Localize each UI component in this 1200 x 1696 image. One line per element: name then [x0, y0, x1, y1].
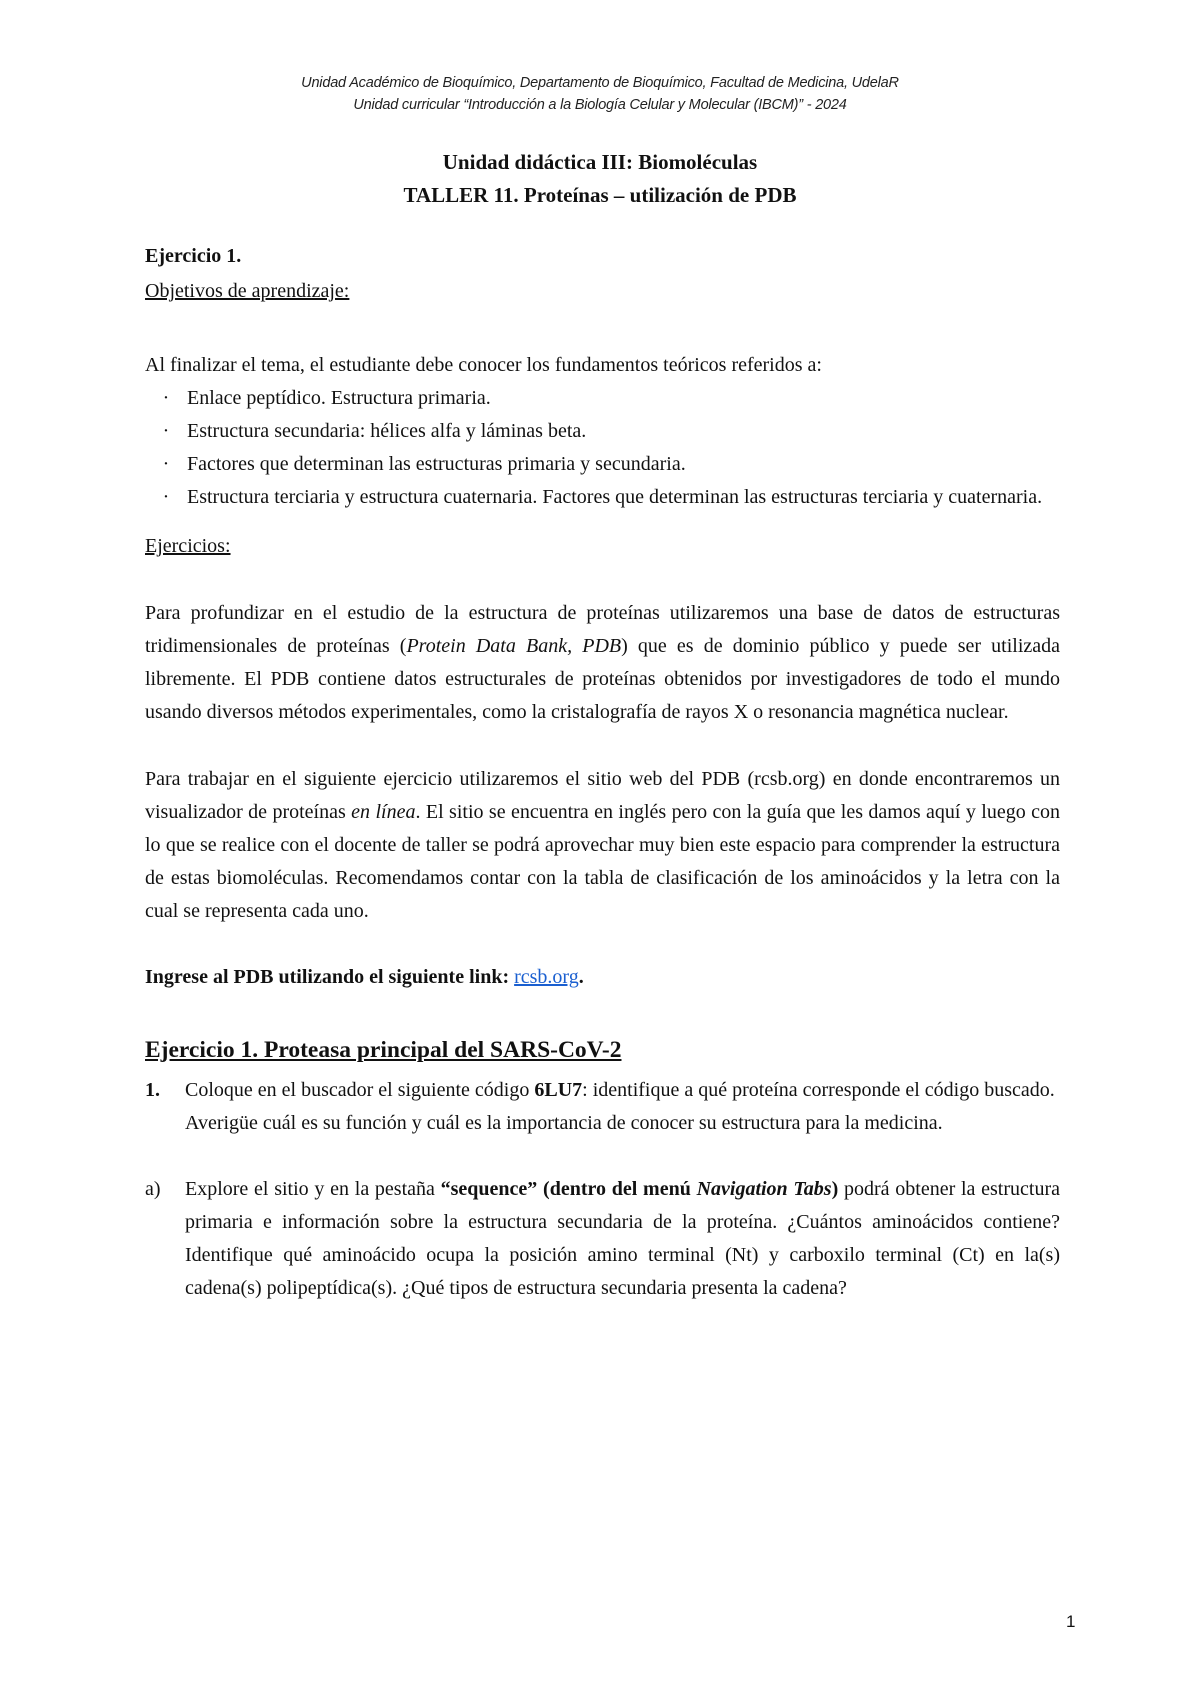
pdb-code: 6LU7 [534, 1079, 583, 1101]
link-instruction: Ingrese al PDB utilizando el siguiente link: rcsb.org. [145, 966, 584, 988]
bullet-icon: · [162, 387, 170, 409]
question-1: 1. Coloque en el buscador el siguiente código 6LU7: identifique a qué proteína corresponde el código buscado. Averigüe cuál es su función y cuál es la importancia de conocer su estructura para la medicina. [145, 1074, 1060, 1140]
header-institution: Unidad Académico de Bioquímico, Departamento de Bioquímico, Facultad de Medicina, UdelaR [301, 75, 899, 91]
objective-item: · Estructura secundaria: hélices alfa y láminas beta. [187, 415, 1060, 448]
objectives-heading: Objetivos de aprendizaje: [145, 280, 350, 302]
unit-title: Unidad didáctica III: Biomoléculas [442, 150, 758, 174]
rcsb-link[interactable]: rcsb.org [514, 966, 579, 988]
question-a: a) Explore el sitio y en la pestaña “sequence” (dentro del menú Navigation Tabs) podrá obtener la estructura primaria e información sobre la estructura secundaria de la proteína. ¿Cuántos aminoácidos contiene? Identifique qué aminoácido ocupa la posición amino terminal (Nt) y carboxilo terminal (Ct) en la(s) cadena(s) polipeptídica(s). ¿Qué tipos de estructura secundaria presenta la cadena? [145, 1173, 1060, 1305]
workshop-title: TALLER 11. Proteínas – utilización de PDB [403, 183, 797, 207]
question-number: 1. [145, 1079, 160, 1101]
bullet-icon: · [162, 486, 170, 508]
objective-item: · Estructura terciaria y estructura cuaternaria. Factores que determinan las estructuras terciaria y cuaternaria. [187, 481, 1060, 514]
exercises-heading: Ejercicios: [145, 535, 231, 557]
objective-item: · Factores que determinan las estructuras primaria y secundaria. [187, 448, 1060, 481]
document-body [145, 240, 1060, 1305]
bullet-icon: · [162, 420, 170, 442]
objectives-intro: Al finalizar el tema, el estudiante debe conocer los fundamentos teóricos referidos a: [145, 354, 822, 376]
question-letter: a) [145, 1178, 161, 1200]
pdb-intro-paragraph: Para profundizar en el estudio de la estructura de proteínas utilizaremos una base de datos de estructuras tridimensionales de proteínas (Protein Data Bank, PDB) que es de dominio público y puede ser utilizada libremente. El PDB contiene datos estructurales de proteínas obtenidos por investigadores de todo el mundo usando diversos métodos experimentales, como la cristalografía de rayos X o resonancia magnética nuclear. [145, 602, 1061, 723]
rcsb-paragraph: Para trabajar en el siguiente ejercicio utilizaremos el sitio web del PDB (rcsb.org) en donde encontraremos un visualizador de proteínas en línea. El sitio se encuentra en inglés pero con la guía que les damos aquí y luego con lo que se realice con el docente de taller se podrá aprovechar muy bien este espacio para comprender la estructura de estas biomoléculas. Recomendamos contar con la tabla de clasificación de los aminoácidos y la letra con la cual se representa cada uno. [145, 768, 1060, 922]
document-title [0, 146, 1200, 212]
header-course: Unidad curricular “Introducción a la Biología Celular y Molecular (IBCM)” - 2024 [353, 97, 847, 113]
exercise-label: Ejercicio 1. [145, 245, 242, 267]
section-heading: Ejercicio 1. Proteasa principal del SARS-CoV-2 [145, 1037, 622, 1063]
objective-item: · Enlace peptídico. Estructura primaria. [187, 382, 1060, 415]
bullet-icon: · [162, 453, 170, 475]
objectives-list [162, 382, 1060, 514]
page-number: 1 [1066, 1612, 1076, 1631]
page-header [0, 72, 1200, 116]
